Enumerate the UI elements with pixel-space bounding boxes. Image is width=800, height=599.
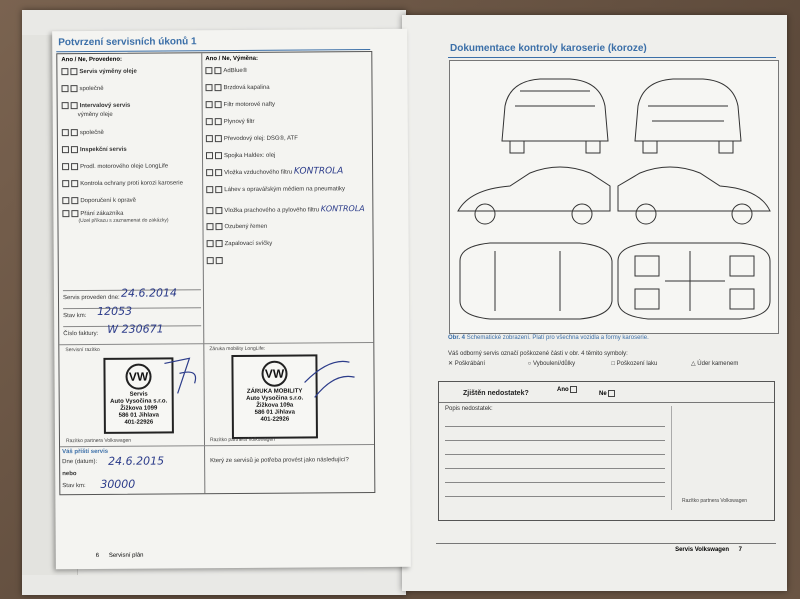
figure-label: Obr. 4 [448, 335, 466, 341]
service-table [56, 51, 375, 495]
right-item: Brzdová kapalina [205, 83, 369, 101]
defect-yes-checkbox[interactable] [570, 386, 577, 393]
stamp2-line3: Žižkova 109a [256, 402, 294, 409]
right-item: Vložka vzduchového filtru KONTROLA [206, 168, 370, 186]
next-date-value[interactable]: 24.6.2015 [108, 454, 165, 468]
description-lines[interactable] [445, 416, 665, 506]
col-header-replaced: Ano / Ne, Výměna: [205, 55, 259, 63]
right-checklist [205, 66, 370, 269]
right-page-number: 7 [738, 547, 742, 553]
right-partner-stamp-label: Razítko partnera Volkswagen [682, 498, 748, 504]
signature-1 [159, 353, 209, 403]
warranty-label: Záruka mobility LongLife: [209, 345, 266, 353]
left-checklist [61, 67, 200, 230]
defect-no-checkbox[interactable] [608, 390, 615, 397]
legend-scratch: Poškrábání [454, 361, 486, 367]
left-item: Kontrola ochrany proti korozi karoserie [62, 179, 200, 197]
figure-caption: Schematické zobrazení. Platí pro všechna vozidla a formy karoserie. [466, 335, 649, 341]
mileage-label: Stav km: [63, 313, 87, 320]
next-service-question: Který ze servisů je potřeba provést jako následující? [210, 457, 349, 465]
left-page-number: 6 [95, 552, 100, 559]
service-date-label: Servis proveden dne: [62, 294, 120, 302]
right-footer: Servis Volkswagen [675, 547, 729, 553]
right-page [402, 15, 787, 591]
next-date-label: Dne (datum): [62, 458, 98, 466]
left-item: společně [62, 84, 200, 102]
right-item: Převodový olej: DSG®, ATF [206, 134, 370, 152]
stamp2-line2: Auto Vysočina s.r.o. [246, 395, 304, 402]
next-service-header: Váš příští servis [62, 448, 109, 456]
right-item-blank [207, 256, 371, 269]
next-km-value[interactable]: 30000 [100, 477, 136, 491]
left-item: výměny oleje [77, 111, 113, 119]
stamp1-line1: Servis [129, 391, 148, 398]
dent-symbol: ○ [527, 361, 533, 367]
right-item: Zapalovací svíčky [207, 239, 371, 257]
service-sheet-title: Potvrzení servisních úkonů 1 [58, 36, 197, 49]
signature-2 [299, 352, 359, 412]
right-item: Plynový filtr [206, 117, 370, 135]
vw-logo-icon: VW [125, 364, 151, 390]
left-item: Doporučení k opravě [62, 196, 200, 210]
stamp1-line2: Auto Vysočina s.r.o. [110, 398, 168, 405]
invoice-row [63, 322, 201, 345]
legend-stone: Úder kamenem [697, 361, 739, 367]
right-item: AdBlue® [205, 66, 369, 84]
left-partner-stamp-label: Razítko partnera Volkswagen [209, 436, 276, 444]
invoice-label: Číslo faktury: [63, 330, 99, 338]
stone-symbol: △ [691, 361, 698, 367]
stamp1-line3: Žižkova 1099 [120, 405, 158, 412]
stamp2-line5: 401-22926 [260, 416, 290, 423]
left-item: společně [62, 128, 200, 146]
car-diagram [449, 60, 779, 334]
right-item: Filtr motorové nafty [206, 100, 370, 118]
invoice-value[interactable]: W 230671 [107, 322, 164, 336]
right-item: Láhev s opravářským médiem na pneumatiky [206, 185, 370, 206]
paint-symbol: □ [611, 361, 617, 367]
right-item: Spojka Haldex: olej [206, 151, 370, 169]
defect-box [438, 381, 775, 521]
service-stamp-label: Servisní razítko [65, 346, 100, 354]
left-item: Prodl. motorového oleje LongLife [62, 162, 200, 180]
scratch-symbol: ✕ [448, 361, 455, 367]
stamp2-line1: ZÁRUKA MOBILITY [246, 388, 303, 395]
service-sheet [52, 29, 411, 569]
next-service-section [60, 444, 374, 495]
or-label: nebo [62, 471, 77, 478]
left-item: Přání zákazníka [62, 209, 200, 218]
vw-logo-icon: VW [261, 361, 287, 387]
left-partner-stamp-label-2: Razítko partnera Volkswagen [65, 437, 132, 445]
col-header-done: Ano / Ne, Provedeno: [61, 56, 123, 64]
defect-found-label: Zjištěn nedostatek? [463, 390, 529, 397]
legend-paint: Poškození laku [616, 361, 658, 367]
left-item: Intervalový servis [62, 101, 200, 112]
service-date-value[interactable]: 24.6.2014 [120, 286, 177, 300]
defect-no-label: Ne [599, 391, 607, 398]
handwritten-kontrola: KONTROLA [293, 166, 344, 177]
right-page-title: Dokumentace kontroly karoserie (koroze) [450, 43, 647, 54]
stamp1-line5: 401-22926 [124, 419, 154, 426]
left-footer: Servisní plán [108, 552, 144, 559]
next-km-label: Stav km: [62, 483, 86, 490]
description-label: Popis nedostatek: [445, 406, 493, 412]
title-rule [448, 57, 776, 58]
left-item: Servis výměny oleje [61, 67, 199, 85]
mileage-value[interactable]: 12053 [97, 304, 133, 318]
stamp-area [671, 406, 768, 510]
right-item: Vložka prachového a pylového filtru KONTROLA [206, 205, 370, 223]
car-schematics [450, 61, 778, 333]
right-item: Ozubený řemen [206, 222, 370, 240]
left-item-note: (Uzel příkazu s zaznamenat do zakázky) [78, 217, 169, 225]
stamp2-line4: 586 01 Jihlava [254, 409, 296, 416]
legend-intro: Váš odborný servis označí poškozené části v obr. 4 těmito symboly: [448, 351, 628, 357]
left-item: Inspekční servis [62, 145, 200, 163]
legend [448, 361, 778, 368]
handwritten-kontrola-2: KONTROLA [320, 204, 365, 214]
defect-yes-label: Ano [557, 387, 569, 394]
stamp1-line4: 586 01 Jihlava [118, 412, 160, 419]
legend-dent: Vyboulení/důlky [532, 361, 576, 367]
